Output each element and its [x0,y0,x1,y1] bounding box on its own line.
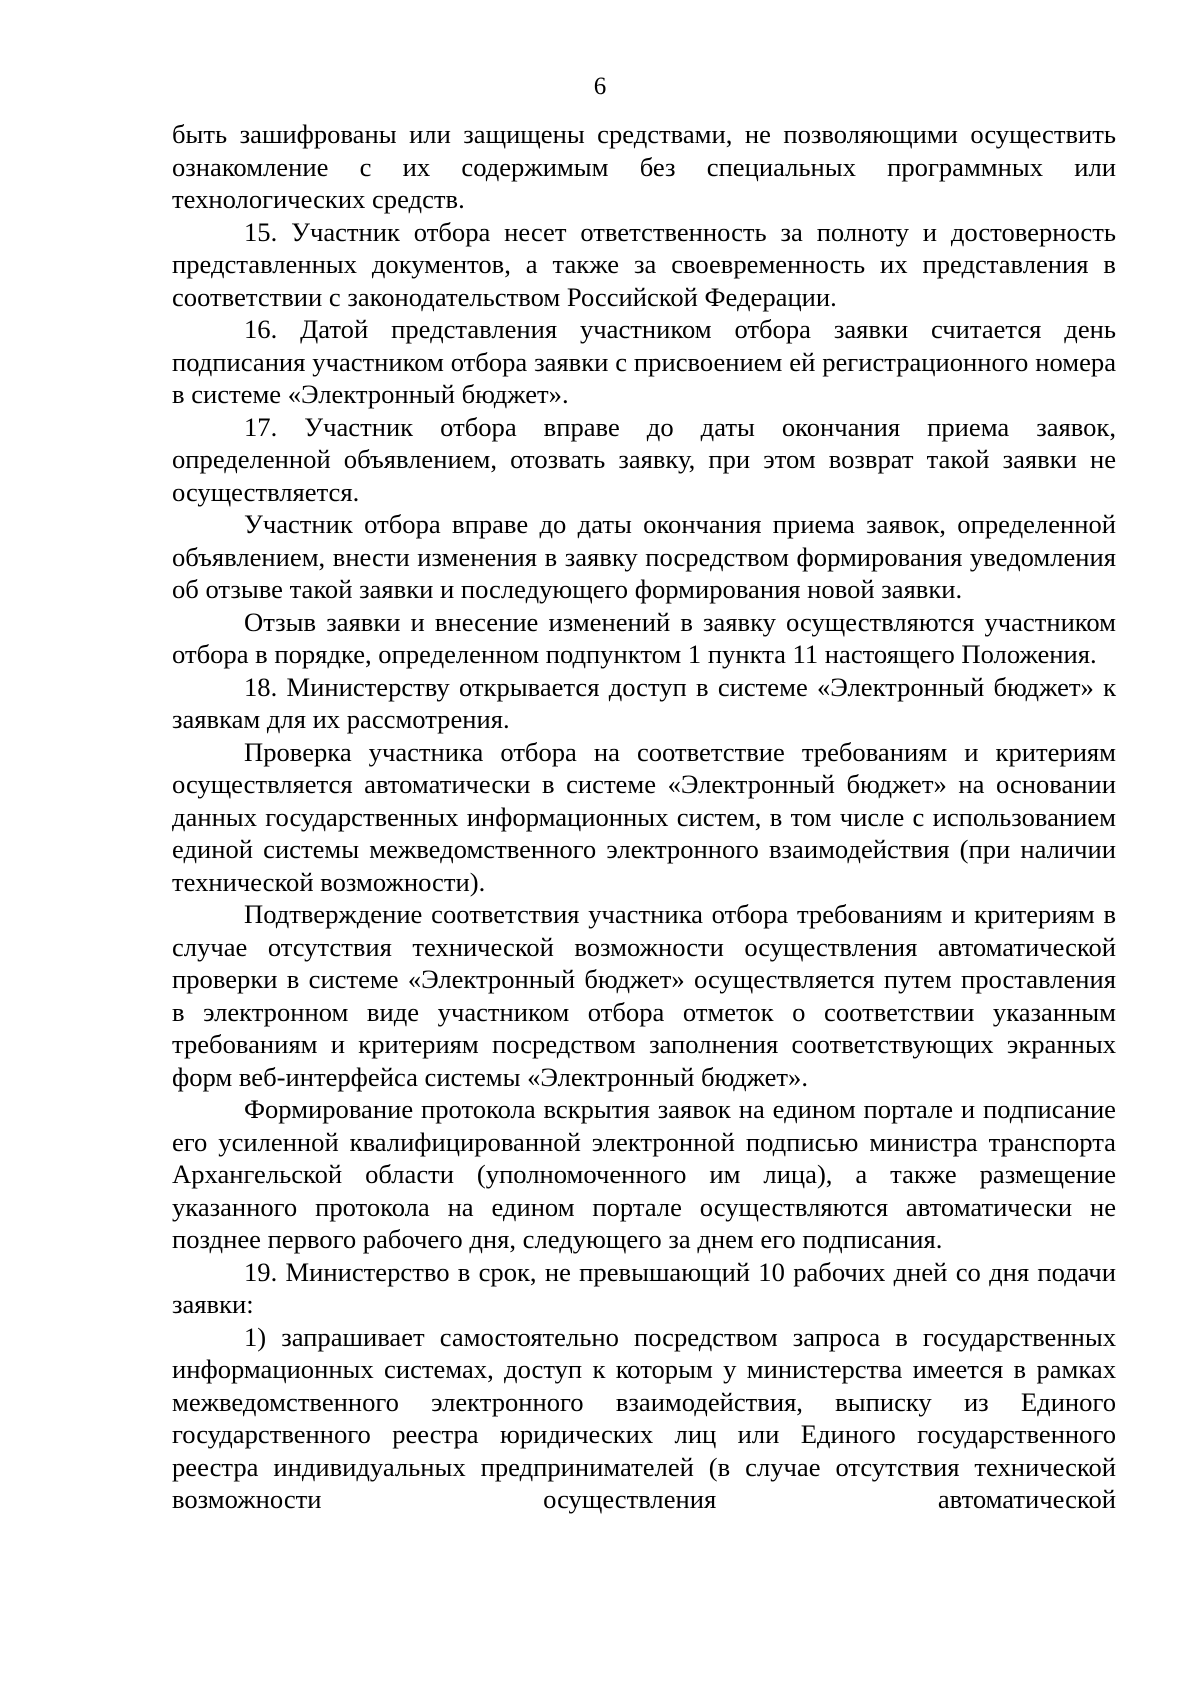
paragraph: быть зашифрованы или защищены средствами, не позволяющими осуществить ознакомление с их содержимым без специальных программных или технологических средств. [172,119,1116,214]
paragraph: Проверка участника отбора на соответствие требованиям и критериям осуществляется автоматически в системе «Электронный бюджет» на основании данных государственных информационных систем, в том числе с использованием единой системы межведомственного электронного взаимодействия (при наличии технической возможности). [172,736,1116,897]
paragraph: 16. Датой представления участником отбора заявки считается день подписания участником отбора заявки с присвоением ей регистрационного номера в системе «Электронный бюджет». [172,314,1116,409]
paragraph: 19. Министерство в срок, не превышающий 10 рабочих дней со дня подачи заявки: [172,1256,1116,1319]
page-number: 6 [593,73,607,100]
paragraph: 15. Участник отбора несет ответственность за полноту и достоверность представленных документов, а также за своевременность их представления в соответствии с законодательством Российской Федерации. [172,216,1116,312]
paragraph: Формирование протокола вскрытия заявок на едином портале и подписание его усиленной квалифицированной электронной подписью министра транспорта Архангельской области (уполномоченного им лица), а также размещение указанного протокола на едином портале осуществляются автоматически не позднее первого рабочего дня, следующего за днем его подписания. [172,1094,1116,1254]
paragraph: Отзыв заявки и внесение изменений в заявку осуществляются участником отбора в порядке, определенном подпунктом 1 пункта 11 настоящего Положения. [172,606,1116,669]
paragraph: 17. Участник отбора вправе до даты окончания приема заявок, определенной объявлением, отозвать заявку, при этом возврат такой заявки не осуществляется. [172,411,1116,507]
paragraph: Подтверждение соответствия участника отбора требованиям и критериям в случае отсутствия технической возможности осуществления автоматической проверки в системе «Электронный бюджет» осуществляется путем проставления в электронном виде участником отбора отметок о соответствии указанным требованиям и критериям посредством заполнения соответствующих экранных форм веб-интерфейса системы «Электронный бюджет». [172,899,1116,1092]
document-body [172,118,1116,1516]
paragraph: 1) запрашивает самостоятельно посредством запроса в государственных информационных системах, доступ к которым у министерства имеется в рамках межведомственного электронного взаимодействия, выписку из Единого государственного реестра юридических лиц или Единого государственного реестра индивидуальных предпринимателей (в случае отсутствия технической возможности осуществления автоматической [172,1321,1116,1514]
paragraph: Участник отбора вправе до даты окончания приема заявок, определенной объявлением, внести изменения в заявку посредством формирования уведомления об отзыве такой заявки и последующего формирования новой заявки. [172,509,1116,604]
paragraph: 18. Министерству открывается доступ в системе «Электронный бюджет» к заявкам для их рассмотрения. [172,671,1116,734]
